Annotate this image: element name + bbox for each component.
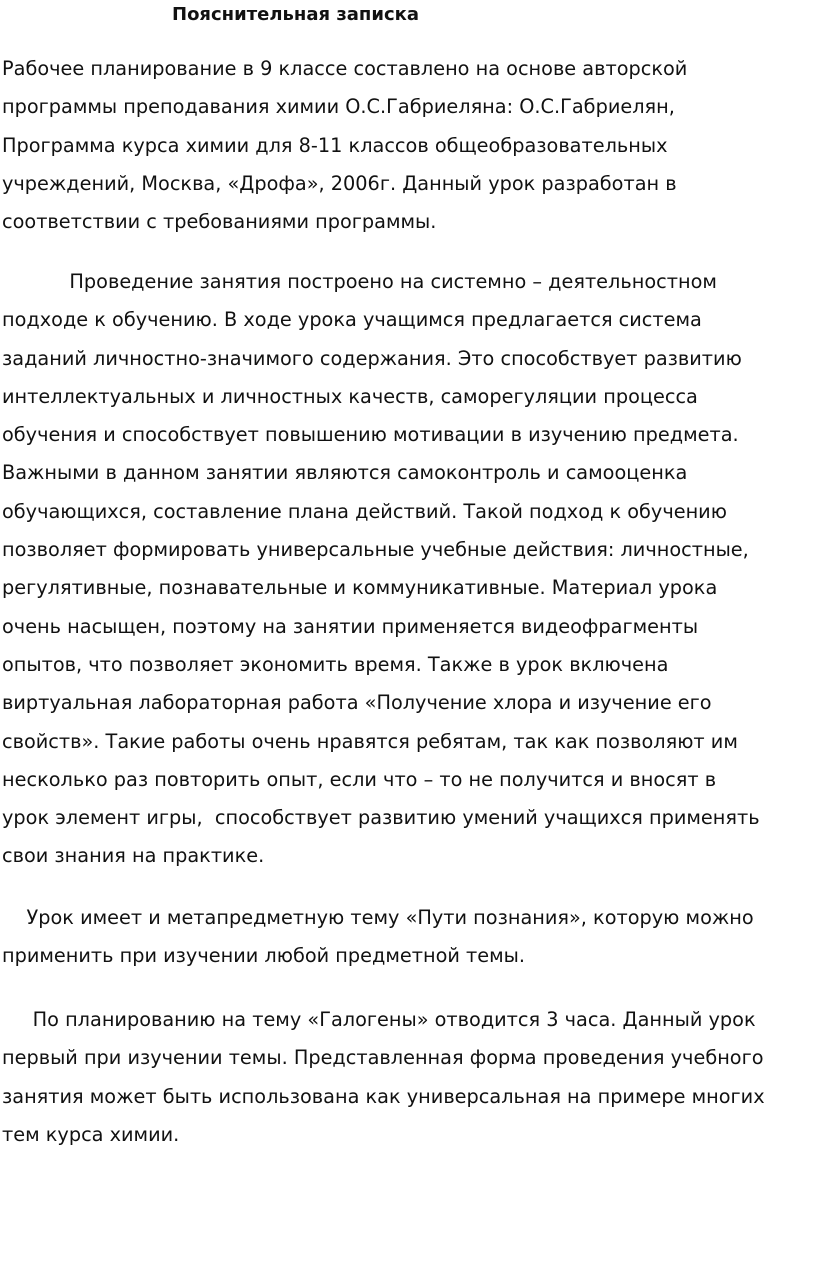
text-line: несколько раз повторить опыт, если что – то не получится и вносят в bbox=[2, 767, 717, 791]
text-line: программы преподавания химии О.С.Габриеляна: О.С.Габриелян, bbox=[2, 95, 675, 119]
text-line: Проведение занятия построено на системно – деятельностном bbox=[2, 270, 717, 293]
text-line: Урок имеет и метапредметную тему «Пути познания», которую можно bbox=[2, 906, 754, 929]
text-line: виртуальная лабораторная работа «Получение хлора и изучение его bbox=[2, 691, 712, 715]
text-line: обучения и способствует повышению мотивации в изучению предмета. bbox=[2, 423, 739, 447]
text-line: Важными в данном занятии являются самоконтроль и самооценка bbox=[2, 461, 688, 485]
paragraph-meta-topic bbox=[2, 899, 814, 976]
paragraph-methodology bbox=[2, 263, 814, 876]
text-line: опытов, что позволяет экономить время. Также в урок включена bbox=[2, 652, 669, 676]
text-line: тем курса химии. bbox=[2, 1122, 180, 1146]
text-line: применить при изучении любой предметной темы. bbox=[2, 944, 526, 968]
text-line: Программа курса химии для 8-11 классов общеобразовательных bbox=[2, 133, 668, 157]
text-line: урок элемент игры, способствует развитию умений учащихся применять bbox=[2, 806, 760, 830]
text-line: заданий личностно-значимого содержания. Это способствует развитию bbox=[2, 346, 742, 370]
text-line: занятия может быть использована как универсальная на примере многих bbox=[2, 1084, 765, 1108]
text-line: очень насыщен, поэтому на занятии применяется видеофрагменты bbox=[2, 614, 699, 638]
text-line: позволяет формировать универсальные учебные действия: личностные, bbox=[2, 538, 749, 562]
text-line: По планированию на тему «Галогены» отводится 3 часа. Данный урок bbox=[2, 1008, 756, 1031]
text-line: интеллектуальных и личностных качеств, саморегуляции процесса bbox=[2, 384, 698, 408]
text-line: свойств». Такие работы очень нравятся ребятам, так как позволяют им bbox=[2, 729, 738, 753]
paragraph-intro bbox=[2, 50, 814, 241]
document-title: Пояснительная записка bbox=[172, 4, 420, 25]
text-line: первый при изучении темы. Представленная форма проведения учебного bbox=[2, 1046, 764, 1070]
text-line: Рабочее планирование в 9 классе составлено на основе авторской bbox=[2, 57, 688, 80]
text-line: регулятивные, познавательные и коммуникативные. Материал урока bbox=[2, 576, 718, 600]
text-line: свои знания на практике. bbox=[2, 844, 265, 868]
paragraph-planning bbox=[2, 1001, 814, 1154]
text-line: обучающихся, составление плана действий. Такой подход к обучению bbox=[2, 499, 727, 523]
text-line: учреждений, Москва, «Дрофа», 2006г. Данный урок разработан в bbox=[2, 171, 677, 195]
text-line: подходе к обучению. В ходе урока учащимся предлагается система bbox=[2, 308, 702, 332]
text-line: соответствии с требованиями программы. bbox=[2, 210, 437, 234]
